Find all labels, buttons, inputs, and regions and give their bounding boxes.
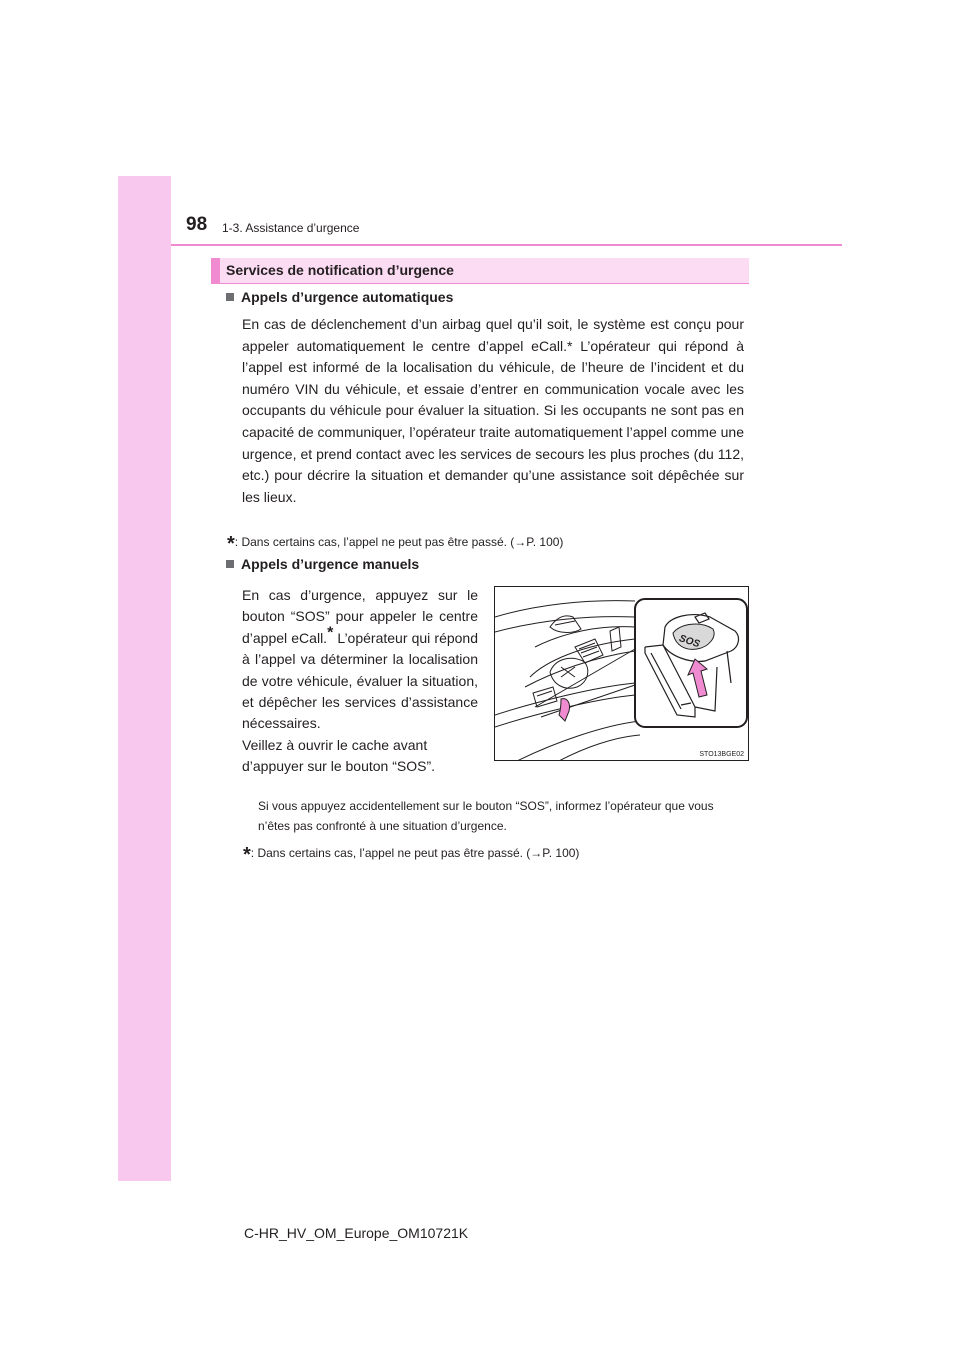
auto-calls-body: En cas de déclenchement d’un airbag quel qu’il soit, le système est conçu pour appeler automatiquement le centre d’appel eCall.* L’opérateur qui répond à l’appel est informé de la localisation du véhicule, de l’heure de l’incident et du numéro VIN du véhicule, et essaie d’entrer en communication vocale avec les occupants du véhicule pour évaluer la situation. Si les occupants ne sont pas en capacité de communiquer, l’opérateur traite automatiquement l’appel comme une urgence, et prend contact avec les services de secours les plus proches (du 112, etc.) pour décrire la situation et demander qu’une assistance soit dépêchée sur les lieux. [242,316,744,505]
manual-calls-footnote [243,844,580,866]
section-label: 1-3. Assistance d’urgence [222,221,360,235]
auto-calls-title: Appels d’urgence automatiques [241,289,454,305]
manual-calls-body-part3: Veillez à ouvrir le cache avant d’appuyer sur le bouton “SOS”. [242,736,435,775]
manual-calls-footnote-text: : Dans certains cas, l’appel ne peut pas être passé. (→P. 100) [250,846,580,860]
side-tab-bar [118,176,171,1181]
header-rule [171,244,842,246]
footnote-star: * [243,844,251,866]
manual-calls-heading [226,556,419,572]
footnote-star: * [227,533,235,555]
manual-calls-body [242,585,478,778]
manual-calls-title: Appels d’urgence manuels [241,556,420,572]
square-bullet-icon [226,560,234,568]
square-bullet-icon [226,293,234,301]
manual-calls-body-part1: En cas d’urgence, appuyez sur le bouton “SOS” pour appeler le centre d’appel eCall. [242,587,478,646]
manual-calls-note: Si vous appuyez accidentellement sur le bouton “SOS”, informez l’opérateur que vous n’êtes pas confronté à une situation d’urgence. [258,799,714,833]
document-code: C-HR_HV_OM_Europe_OM10721K [244,1225,469,1241]
sos-button-illustration [494,586,749,761]
manual-calls-body-part2: L’opérateur qui répond à l’appel va déterminer la localisation de votre véhicule, évaluer la situation, et dépêcher les services d’assistance nécessaires. [242,629,479,732]
section-heading: Services de notification d’urgence [211,258,749,284]
auto-calls-heading [226,289,453,305]
figure-code: STO13BGE02 [699,751,744,758]
page-number: 98 [186,214,208,235]
manual-calls-body-star: * [327,624,334,642]
overhead-console-drawing [495,587,749,761]
auto-calls-footnote [227,533,564,555]
sos-button-label: SOS [677,633,702,651]
auto-calls-footnote-text: : Dans certains cas, l’appel ne peut pas être passé. (→P. 100) [234,535,564,549]
